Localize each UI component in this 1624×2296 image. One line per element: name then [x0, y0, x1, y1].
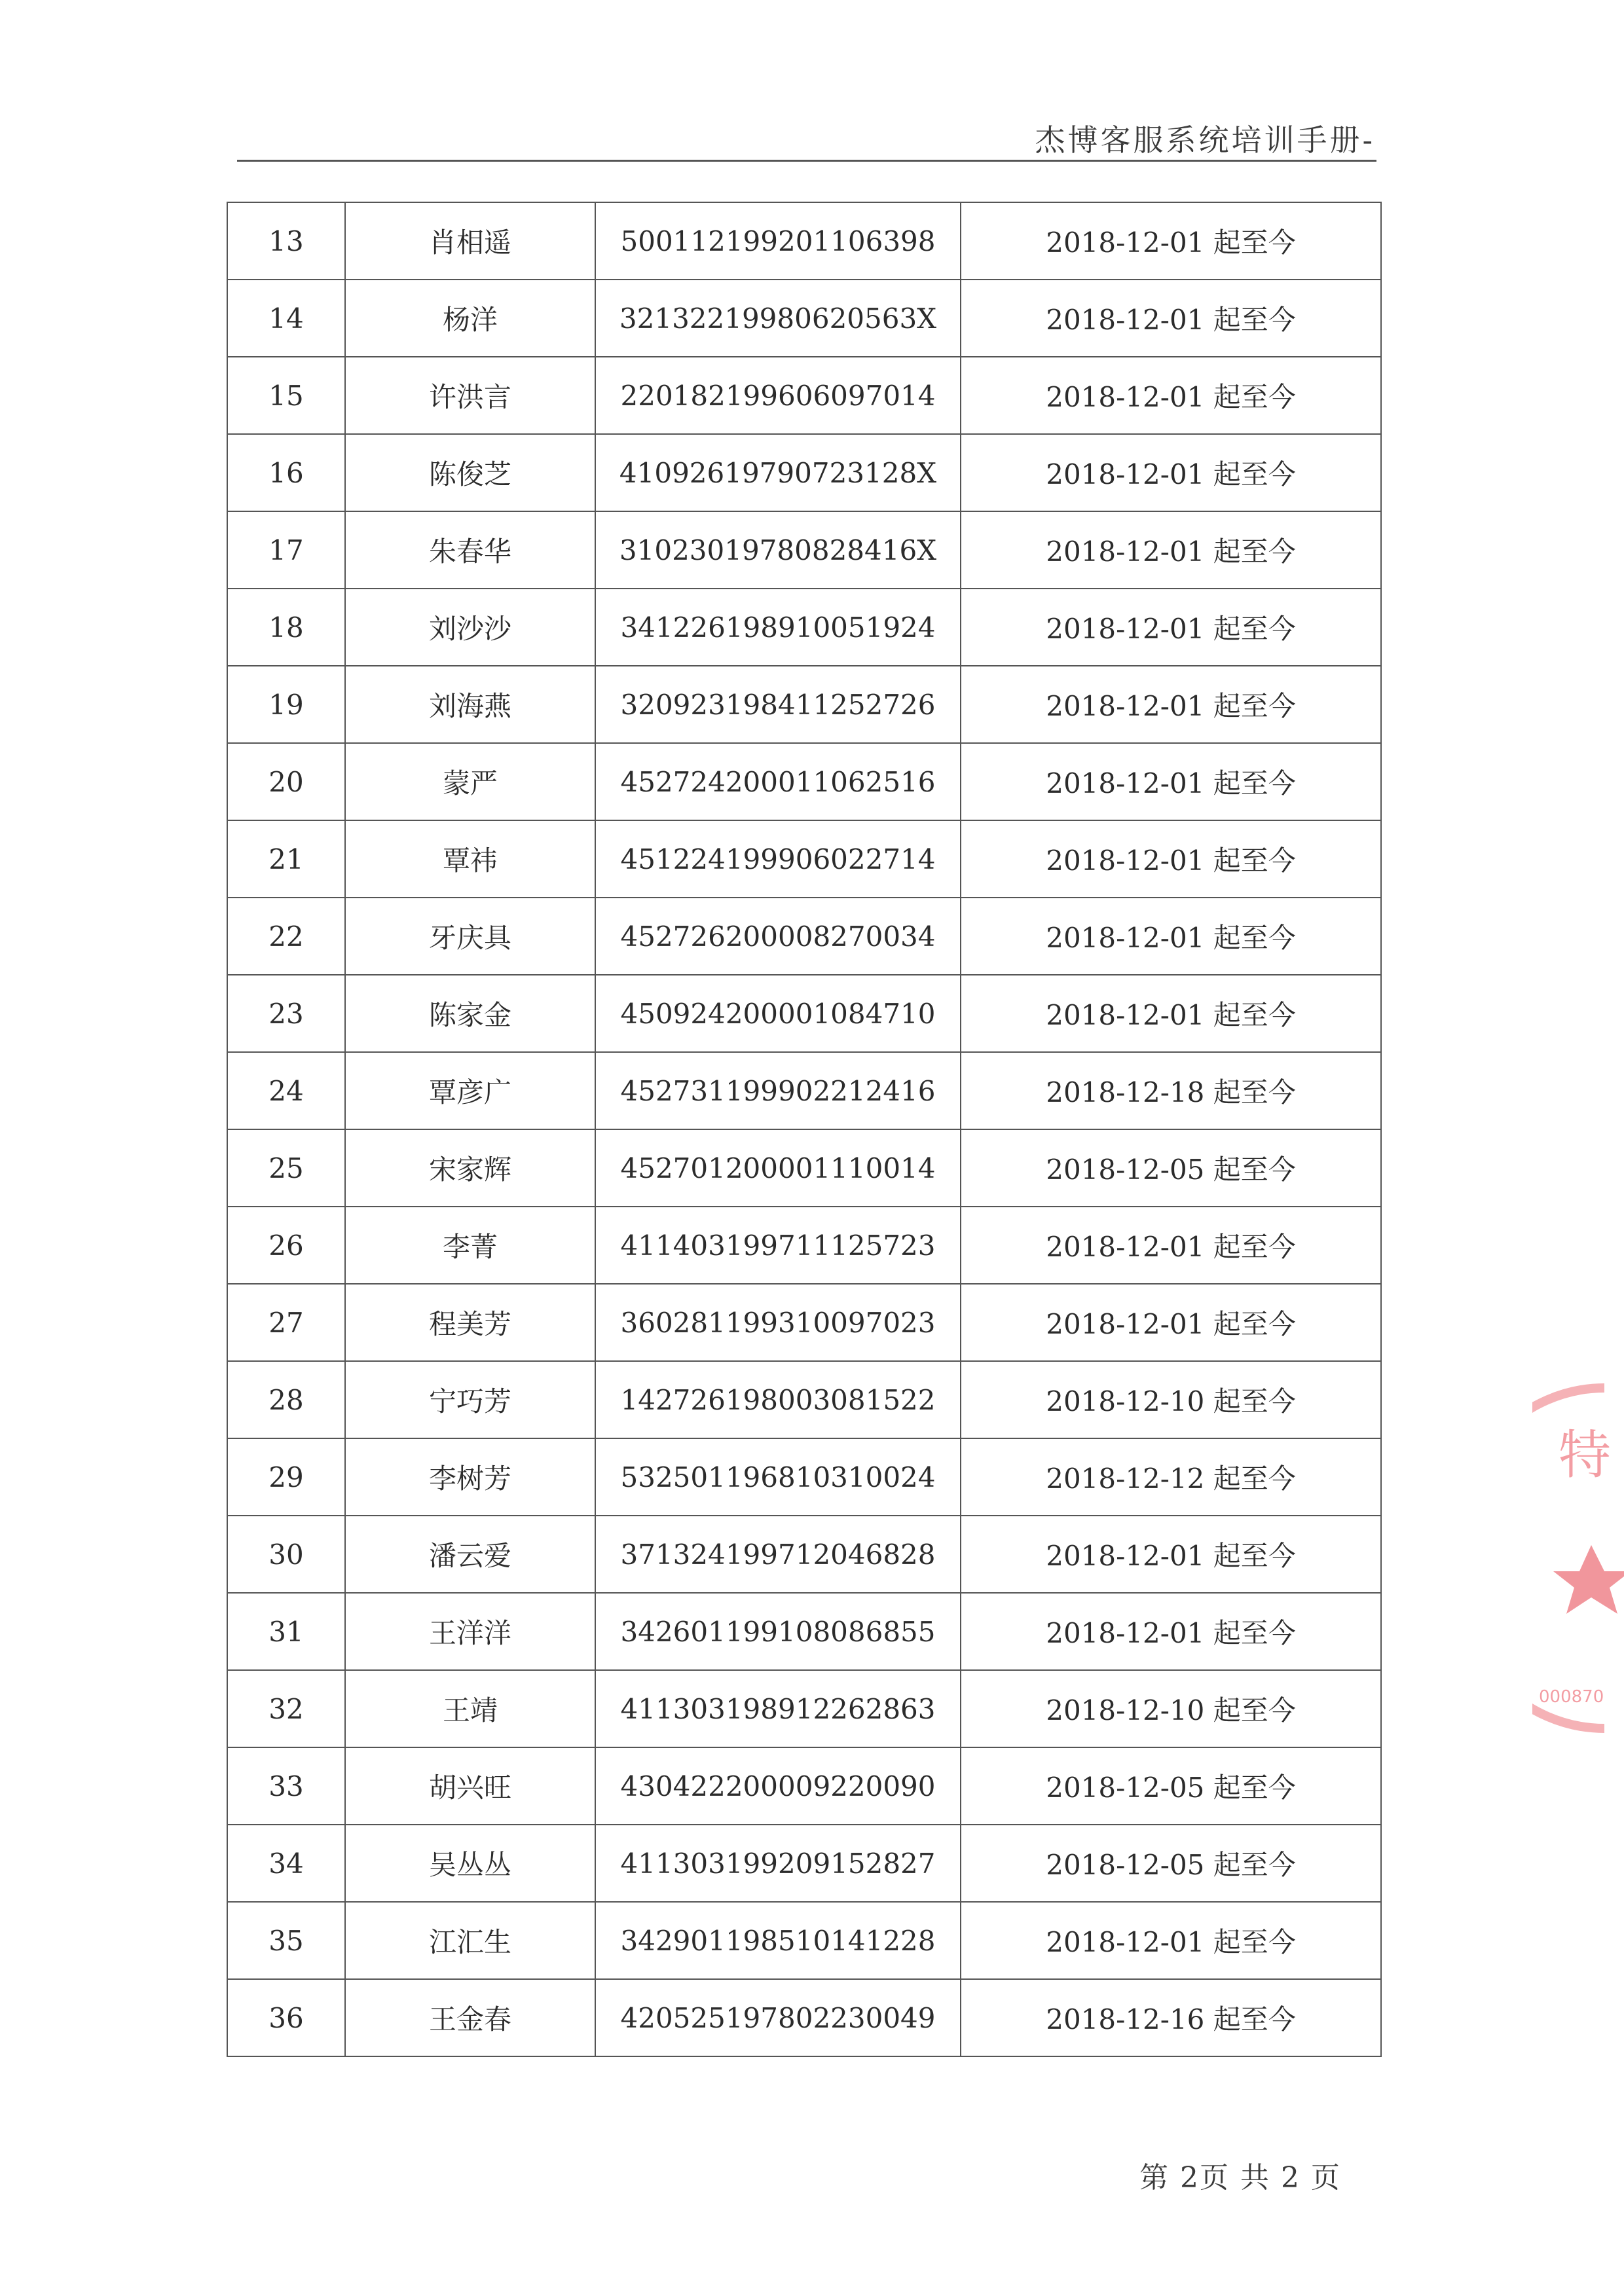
person-name: 江汇生 [345, 1902, 595, 1979]
start-date: 2018-12-01 起至今 [961, 820, 1381, 898]
start-date: 2018-12-01 起至今 [961, 743, 1381, 820]
start-date: 2018-12-01 起至今 [961, 666, 1381, 743]
start-date: 2018-12-01 起至今 [961, 1516, 1381, 1593]
row-number: 33 [227, 1747, 345, 1825]
person-name: 王金春 [345, 1979, 595, 2056]
start-date: 2018-12-10 起至今 [961, 1361, 1381, 1438]
id-number: 142726198003081522 [595, 1361, 961, 1438]
table-row [227, 1902, 1381, 1979]
table-row [227, 1438, 1381, 1516]
person-name: 宋家辉 [345, 1129, 595, 1207]
id-number: 411303199209152827 [595, 1825, 961, 1902]
id-number: 420525197802230049 [595, 1979, 961, 2056]
start-date: 2018-12-05 起至今 [961, 1825, 1381, 1902]
table-row [227, 202, 1381, 280]
id-number: 342901198510141228 [595, 1902, 961, 1979]
start-date: 2018-12-05 起至今 [961, 1747, 1381, 1825]
person-name: 蒙严 [345, 743, 595, 820]
row-number: 13 [227, 202, 345, 280]
id-number: 452724200011062516 [595, 743, 961, 820]
table-row [227, 1284, 1381, 1361]
row-number: 21 [227, 820, 345, 898]
header-divider [237, 160, 1376, 162]
person-name: 覃彦广 [345, 1052, 595, 1129]
person-name: 潘云爱 [345, 1516, 595, 1593]
document-header-title: 杰博客服系统培训手册- [1035, 122, 1375, 158]
row-number: 30 [227, 1516, 345, 1593]
id-number: 371324199712046828 [595, 1516, 961, 1593]
person-name: 陈俊芝 [345, 434, 595, 511]
row-number: 25 [227, 1129, 345, 1207]
table-row [227, 975, 1381, 1052]
start-date: 2018-12-01 起至今 [961, 1593, 1381, 1670]
id-number: 411403199711125723 [595, 1207, 961, 1284]
row-number: 24 [227, 1052, 345, 1129]
table-row [227, 1979, 1381, 2056]
id-number: 452731199902212416 [595, 1052, 961, 1129]
start-date: 2018-12-16 起至今 [961, 1979, 1381, 2056]
official-seal-stamp [1532, 1375, 1624, 1741]
table-row [227, 898, 1381, 975]
start-date: 2018-12-01 起至今 [961, 1207, 1381, 1284]
stamp-partial-text: 特 [1559, 1425, 1611, 1485]
id-number: 532501196810310024 [595, 1438, 961, 1516]
row-number: 27 [227, 1284, 345, 1361]
id-number: 341226198910051924 [595, 589, 961, 666]
row-number: 28 [227, 1361, 345, 1438]
start-date: 2018-12-05 起至今 [961, 1129, 1381, 1207]
person-name: 朱春华 [345, 511, 595, 589]
table-row [227, 820, 1381, 898]
row-number: 35 [227, 1902, 345, 1979]
row-number: 23 [227, 975, 345, 1052]
page-number: 第 2页 共 2 页 [1139, 2161, 1341, 2195]
row-number: 31 [227, 1593, 345, 1670]
table-row [227, 280, 1381, 357]
person-name: 杨洋 [345, 280, 595, 357]
id-number: 452726200008270034 [595, 898, 961, 975]
personnel-table [227, 202, 1382, 2057]
row-number: 19 [227, 666, 345, 743]
id-number: 450924200001084710 [595, 975, 961, 1052]
start-date: 2018-12-01 起至今 [961, 511, 1381, 589]
row-number: 16 [227, 434, 345, 511]
id-number: 41092619790723128X [595, 434, 961, 511]
row-number: 29 [227, 1438, 345, 1516]
row-number: 15 [227, 357, 345, 434]
stamp-star-icon [1553, 1545, 1624, 1614]
id-number: 320923198411252726 [595, 666, 961, 743]
person-name: 牙庆具 [345, 898, 595, 975]
start-date: 2018-12-01 起至今 [961, 280, 1381, 357]
id-number: 451224199906022714 [595, 820, 961, 898]
start-date: 2018-12-01 起至今 [961, 898, 1381, 975]
table-row [227, 357, 1381, 434]
table-row [227, 1129, 1381, 1207]
id-number: 500112199201106398 [595, 202, 961, 280]
person-name: 刘沙沙 [345, 589, 595, 666]
stamp-partial-number: 000870 [1539, 1687, 1604, 1707]
start-date: 2018-12-01 起至今 [961, 975, 1381, 1052]
row-number: 26 [227, 1207, 345, 1284]
row-number: 20 [227, 743, 345, 820]
start-date: 2018-12-01 起至今 [961, 1284, 1381, 1361]
id-number: 360281199310097023 [595, 1284, 961, 1361]
person-name: 许洪言 [345, 357, 595, 434]
table-row [227, 666, 1381, 743]
table-row [227, 589, 1381, 666]
person-name: 陈家金 [345, 975, 595, 1052]
table-row [227, 434, 1381, 511]
id-number: 32132219980620563X [595, 280, 961, 357]
table-row [227, 1670, 1381, 1747]
person-name: 覃祎 [345, 820, 595, 898]
table-row [227, 511, 1381, 589]
table-row [227, 1516, 1381, 1593]
table-row [227, 1207, 1381, 1284]
table-row [227, 1593, 1381, 1670]
id-number: 31023019780828416X [595, 511, 961, 589]
person-name: 李树芳 [345, 1438, 595, 1516]
start-date: 2018-12-10 起至今 [961, 1670, 1381, 1747]
person-name: 肖相遥 [345, 202, 595, 280]
row-number: 34 [227, 1825, 345, 1902]
person-name: 程美芳 [345, 1284, 595, 1361]
start-date: 2018-12-01 起至今 [961, 202, 1381, 280]
start-date: 2018-12-18 起至今 [961, 1052, 1381, 1129]
person-name: 吴丛丛 [345, 1825, 595, 1902]
start-date: 2018-12-01 起至今 [961, 589, 1381, 666]
table-row [227, 743, 1381, 820]
id-number: 342601199108086855 [595, 1593, 961, 1670]
row-number: 32 [227, 1670, 345, 1747]
row-number: 17 [227, 511, 345, 589]
start-date: 2018-12-01 起至今 [961, 1902, 1381, 1979]
row-number: 14 [227, 280, 345, 357]
person-name: 宁巧芳 [345, 1361, 595, 1438]
table-row [227, 1825, 1381, 1902]
person-name: 李菁 [345, 1207, 595, 1284]
table-row [227, 1361, 1381, 1438]
person-name: 王洋洋 [345, 1593, 595, 1670]
person-name: 王靖 [345, 1670, 595, 1747]
person-name: 胡兴旺 [345, 1747, 595, 1825]
table-row [227, 1052, 1381, 1129]
id-number: 430422200009220090 [595, 1747, 961, 1825]
id-number: 411303198912262863 [595, 1670, 961, 1747]
id-number: 220182199606097014 [595, 357, 961, 434]
row-number: 22 [227, 898, 345, 975]
person-name: 刘海燕 [345, 666, 595, 743]
table-row [227, 1747, 1381, 1825]
start-date: 2018-12-01 起至今 [961, 434, 1381, 511]
start-date: 2018-12-12 起至今 [961, 1438, 1381, 1516]
id-number: 452701200001110014 [595, 1129, 961, 1207]
start-date: 2018-12-01 起至今 [961, 357, 1381, 434]
row-number: 18 [227, 589, 345, 666]
row-number: 36 [227, 1979, 345, 2056]
